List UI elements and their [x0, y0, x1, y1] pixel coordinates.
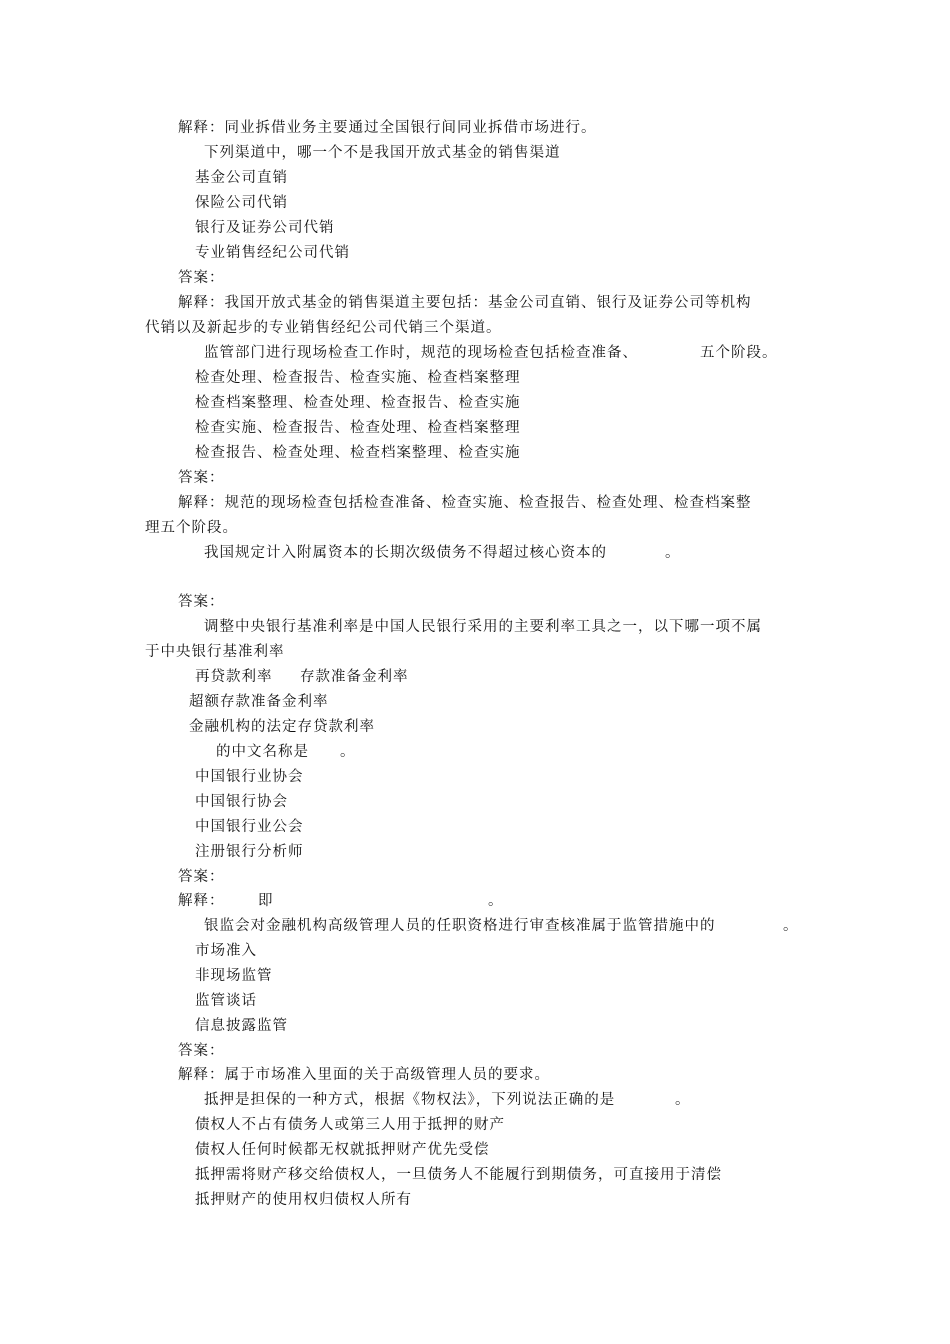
- question-text: 调整中央银行基准利率是中国人民银行采用的主要利率工具之一，以下哪一项不属: [204, 619, 762, 635]
- option-text: 保险公司代销: [195, 195, 288, 211]
- option-text: 中国银行业公会: [195, 819, 304, 835]
- option-text: 再贷款利率: [195, 669, 273, 685]
- option-text: 金融机构的法定存贷款利率: [189, 719, 375, 735]
- option-text: 检查档案整理、检查处理、检查报告、检查实施: [195, 395, 521, 411]
- explanation-line: 解释：同业拆借业务主要通过全国银行间同业拆借市场进行。: [178, 120, 597, 136]
- question-text: 下列渠道中，哪一个不是我国开放式基金的销售渠道: [204, 145, 561, 161]
- answer-label: 答案：: [178, 1043, 225, 1059]
- question-text: 。: [783, 918, 799, 934]
- option-text: 存款准备金利率: [300, 669, 409, 685]
- question-text: 我国规定计入附属资本的长期次级债务不得超过核心资本的: [204, 545, 607, 561]
- option-text: 非现场监管: [195, 968, 273, 984]
- question-text: 五个阶段。: [700, 345, 778, 361]
- answer-label: 答案：: [178, 470, 225, 486]
- explanation-line: 代销以及新起步的专业销售经纪公司代销三个渠道。: [145, 320, 502, 336]
- explanation-line: 解释：: [178, 893, 225, 909]
- option-text: 中国银行业协会: [195, 769, 304, 785]
- option-text: 抵押财产的使用权归债权人所有: [195, 1192, 412, 1208]
- option-text: 抵押需将财产移交给债权人，一旦债务人不能履行到期债务，可直接用于清偿: [195, 1167, 722, 1183]
- question-text: 的中文名称是: [216, 744, 309, 760]
- answer-label: 答案：: [178, 270, 225, 286]
- option-text: 专业销售经纪公司代销: [195, 245, 350, 261]
- question-text: 。: [665, 545, 681, 561]
- question-text: 于中央银行基准利率: [145, 644, 285, 660]
- option-text: 债权人任何时候都无权就抵押财产优先受偿: [195, 1142, 490, 1158]
- option-text: 银行及证券公司代销: [195, 220, 335, 236]
- question-text: 。: [675, 1092, 691, 1108]
- explanation-line: 即: [258, 893, 274, 909]
- explanation-line: 理五个阶段。: [145, 520, 238, 536]
- option-text: 检查报告、检查处理、检查档案整理、检查实施: [195, 445, 521, 461]
- option-text: 基金公司直销: [195, 170, 288, 186]
- answer-label: 答案：: [178, 594, 225, 610]
- question-text: 抵押是担保的一种方式，根据《物权法》，下列说法正确的是: [204, 1092, 616, 1108]
- answer-label: 答案：: [178, 869, 225, 885]
- option-text: 信息披露监管: [195, 1018, 288, 1034]
- question-text: 。: [340, 744, 356, 760]
- option-text: 监管谈话: [195, 993, 257, 1009]
- option-text: 超额存款准备金利率: [189, 694, 329, 710]
- explanation-line: 。: [488, 893, 504, 909]
- explanation-line: 解释：我国开放式基金的销售渠道主要包括：基金公司直销、银行及证券公司等机构: [178, 295, 752, 311]
- explanation-line: 解释：规范的现场检查包括检查准备、检查实施、检查报告、检查处理、检查档案整: [178, 495, 752, 511]
- option-text: 检查处理、检查报告、检查实施、检查档案整理: [195, 370, 521, 386]
- question-text: 银监会对金融机构高级管理人员的任职资格进行审查核准属于监管措施中的: [204, 918, 716, 934]
- option-text: 注册银行分析师: [195, 844, 304, 860]
- option-text: 债权人不占有债务人或第三人用于抵押的财产: [195, 1117, 505, 1133]
- explanation-line: 解释：属于市场准入里面的关于高级管理人员的要求。: [178, 1067, 550, 1083]
- question-text: 监管部门进行现场检查工作时，规范的现场检查包括检查准备、: [204, 345, 638, 361]
- option-text: 中国银行协会: [195, 794, 288, 810]
- option-text: 市场准入: [195, 943, 257, 959]
- option-text: 检查实施、检查报告、检查处理、检查档案整理: [195, 420, 521, 436]
